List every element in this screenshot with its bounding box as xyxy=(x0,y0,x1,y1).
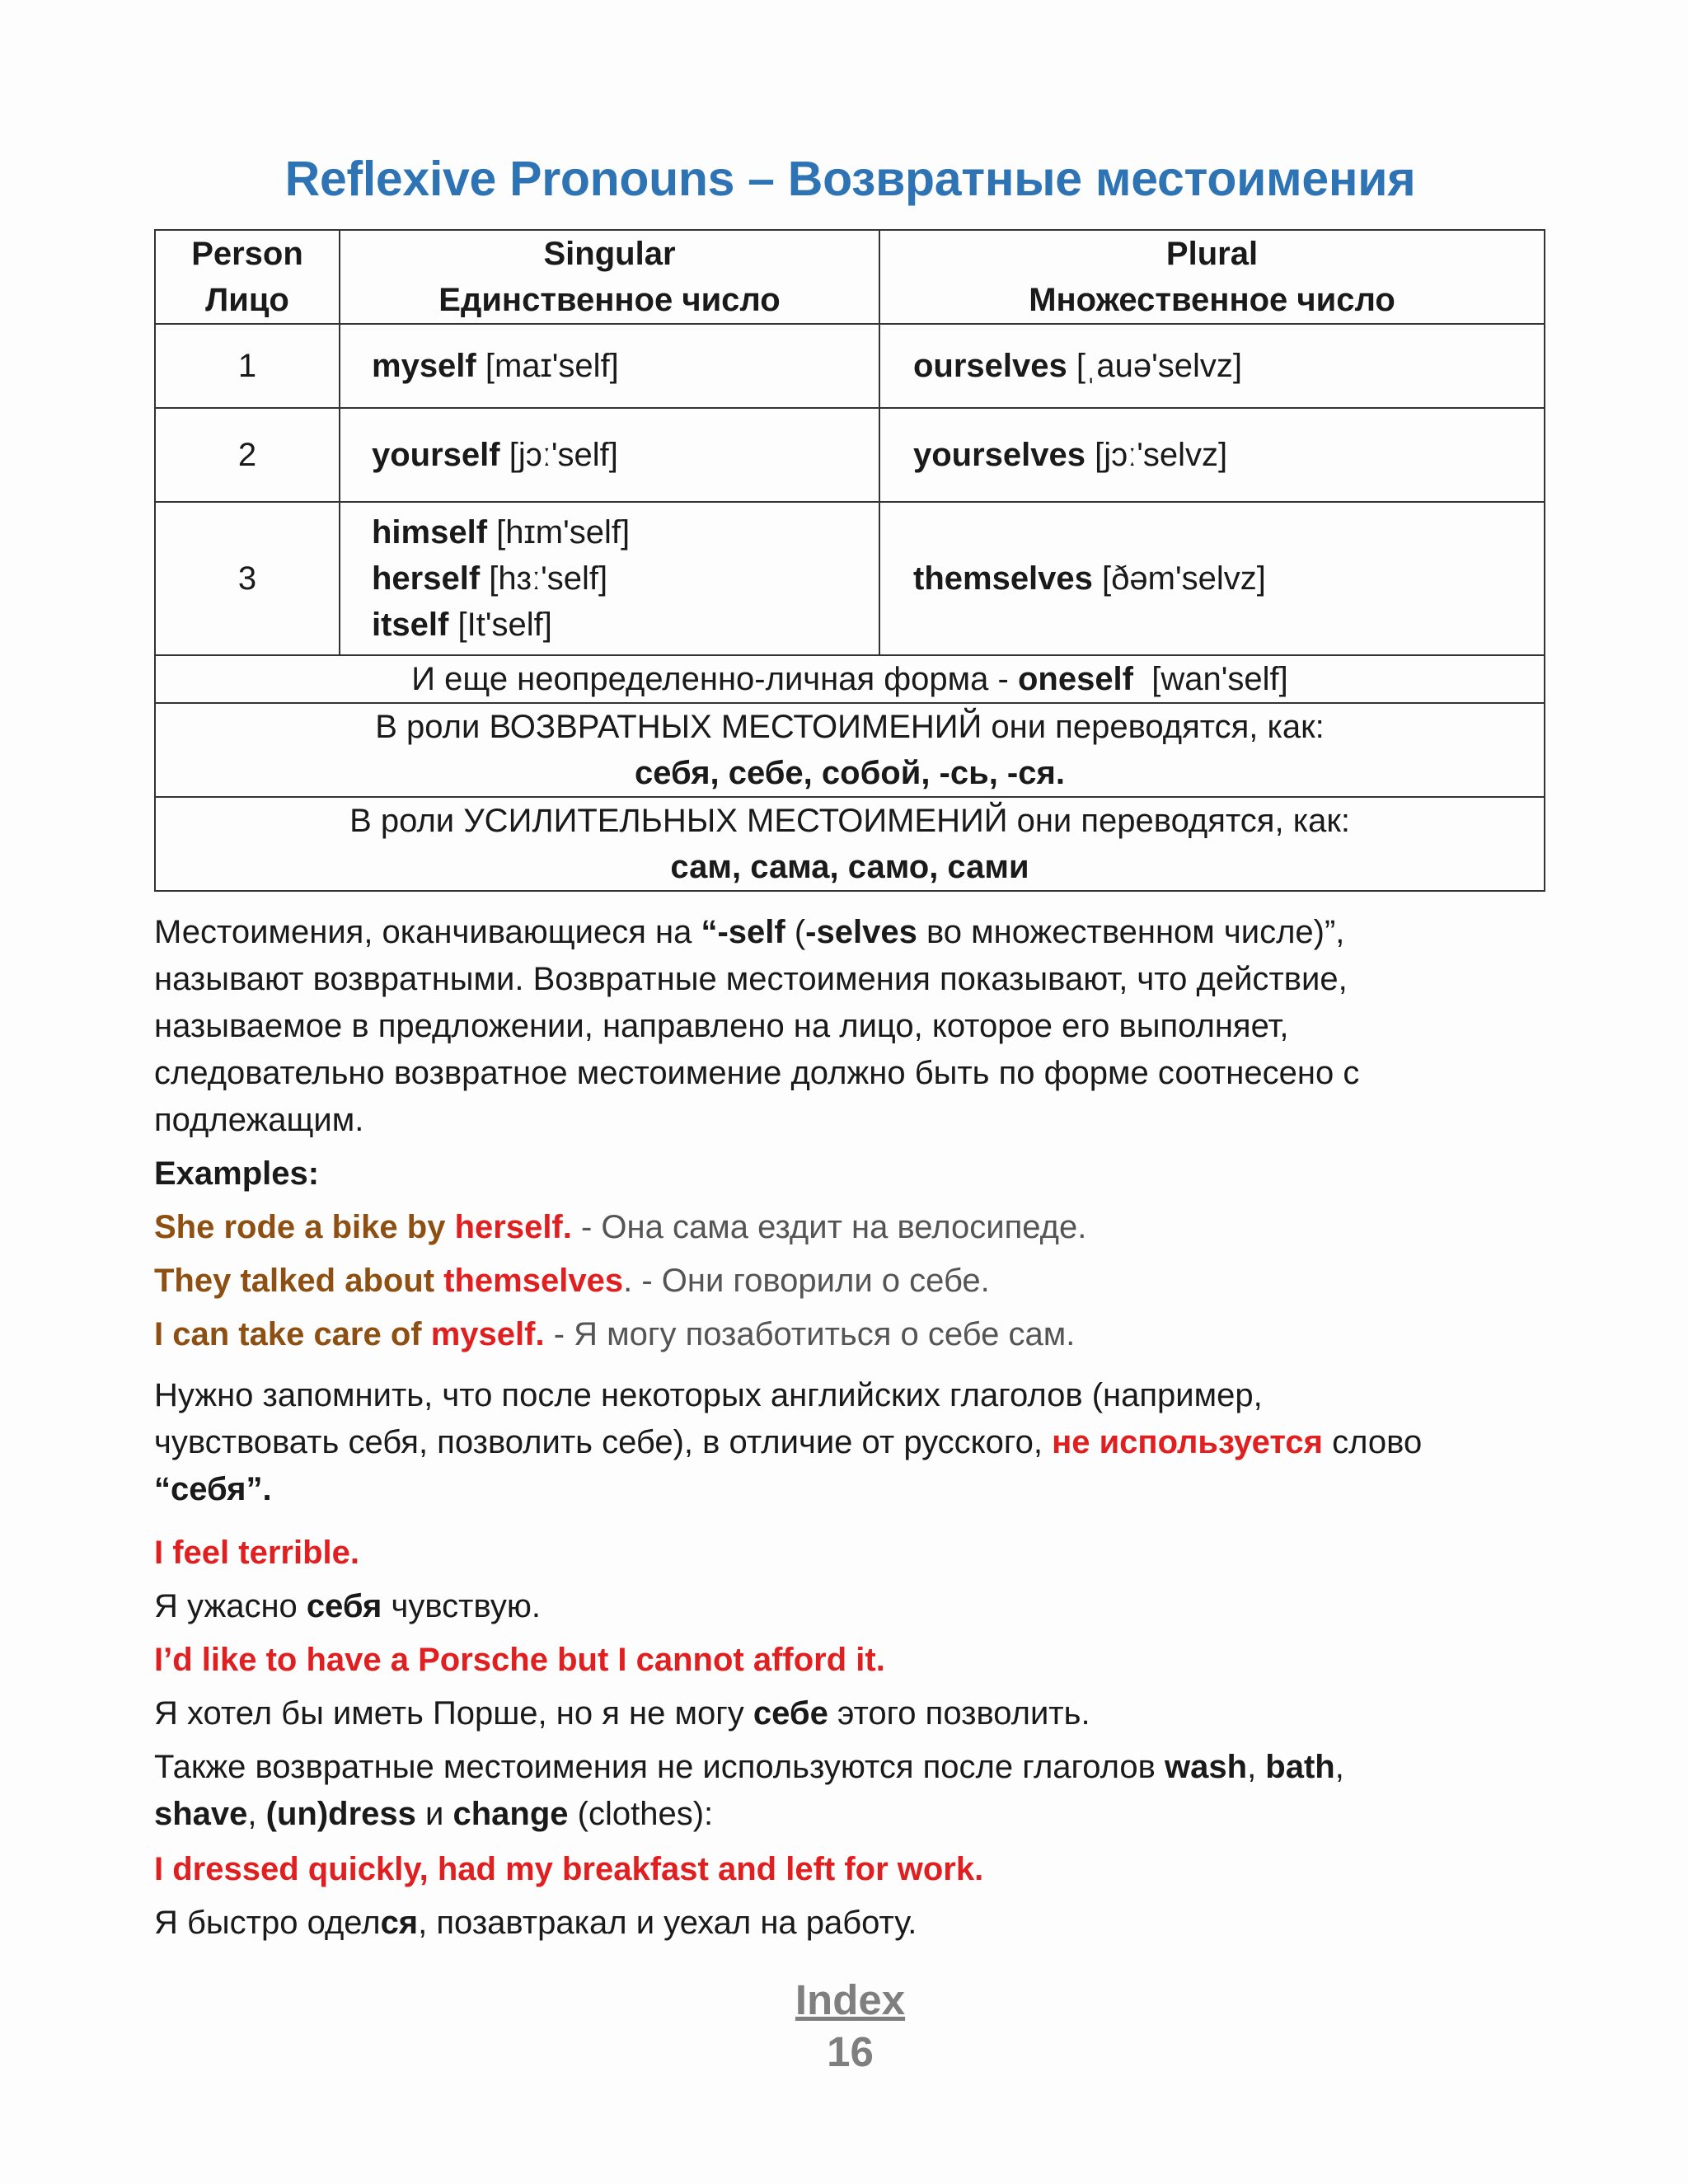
example-line: I can take care of myself. - Я могу позаботиться о себе сам. xyxy=(154,1316,1076,1352)
examples-label: Examples: xyxy=(154,1155,320,1192)
singular-cell: yourself [jɔː'self] xyxy=(340,408,879,502)
plural-cell: yourselves [jɔː'selvz] xyxy=(879,408,1545,502)
example-en: I dressed quickly, had my breakfast and left for work. xyxy=(154,1851,984,1887)
person-cell: 2 xyxy=(155,408,340,502)
example-ru: Я ужасно себя чувствую. xyxy=(154,1588,541,1624)
example-ru: Я хотел бы иметь Порше, но я не могу себе этого позволить. xyxy=(154,1695,1090,1732)
intro-paragraph: Местоимения, оканчивающиеся на “-self (-selves во множественном числе)”, называют возвратными. Возвратные местоимения показывают, что действие, называемое в предложении, направлено на лицо, которое его выполняет, следовательно возвратное местоимение должно быть по форме соотнесено с подлежащим. xyxy=(154,914,1360,1138)
plural-cell: themselves [ðəm'selvz] xyxy=(879,502,1545,655)
page-title: Reflexive Pronouns – Возвратные местоимения xyxy=(284,152,1416,206)
plural-cell: ourselves [ˌauə'selvz] xyxy=(879,324,1545,408)
note-row-indefinite: И еще неопределенно-личная форма - oneself [wan'self] xyxy=(155,655,1545,703)
table-row xyxy=(155,408,1545,502)
note-row-reflexive: В роли ВОЗВРАТНЫХ МЕСТОИМЕНИЙ они переводятся, как: себя, себе, собой, -сь, -ся. xyxy=(155,703,1545,797)
note-row-emphatic: В роли УСИЛИТЕЛЬНЫХ МЕСТОИМЕНИЙ они переводятся, как: сам, сама, само, сами xyxy=(155,797,1545,891)
example-en: I feel terrible. xyxy=(154,1535,359,1571)
example-en: I’d like to have a Porsche but I cannot afford it. xyxy=(154,1642,885,1678)
table-row xyxy=(155,502,1545,655)
also-paragraph: Также возвратные местоимения не используются после глаголов wash, bath, shave, (un)dress и change (clothes): xyxy=(154,1749,1344,1832)
singular-cell: myself [maɪ'self] xyxy=(340,324,879,408)
header-person: Person Лицо xyxy=(155,230,340,324)
header-plural: Plural Множественное число xyxy=(879,230,1545,324)
person-cell: 1 xyxy=(155,324,340,408)
header-singular: Singular Единственное число xyxy=(340,230,879,324)
pronouns-table xyxy=(154,229,1545,892)
example-ru: Я быстро оделся, позавтракал и уехал на работу. xyxy=(154,1905,917,1941)
table-header-row xyxy=(155,230,1545,324)
index-link[interactable]: Index xyxy=(795,1976,906,2023)
table-row xyxy=(155,324,1545,408)
example-line: They talked about themselves. - Они говорили о себе. xyxy=(154,1263,990,1299)
person-cell: 3 xyxy=(155,502,340,655)
rule-paragraph: Нужно запомнить, что после некоторых английских глаголов (например, чувствовать себя, позволить себе), в отличие от русского, не используется слово “себя”. xyxy=(154,1377,1423,1507)
example-line: She rode a bike by herself. - Она сама ездит на велосипеде. xyxy=(154,1209,1087,1245)
singular-cell: himself [hɪm'self] herself [hɜː'self] itself [It'self] xyxy=(340,502,879,655)
page-number: 16 xyxy=(827,2028,874,2075)
